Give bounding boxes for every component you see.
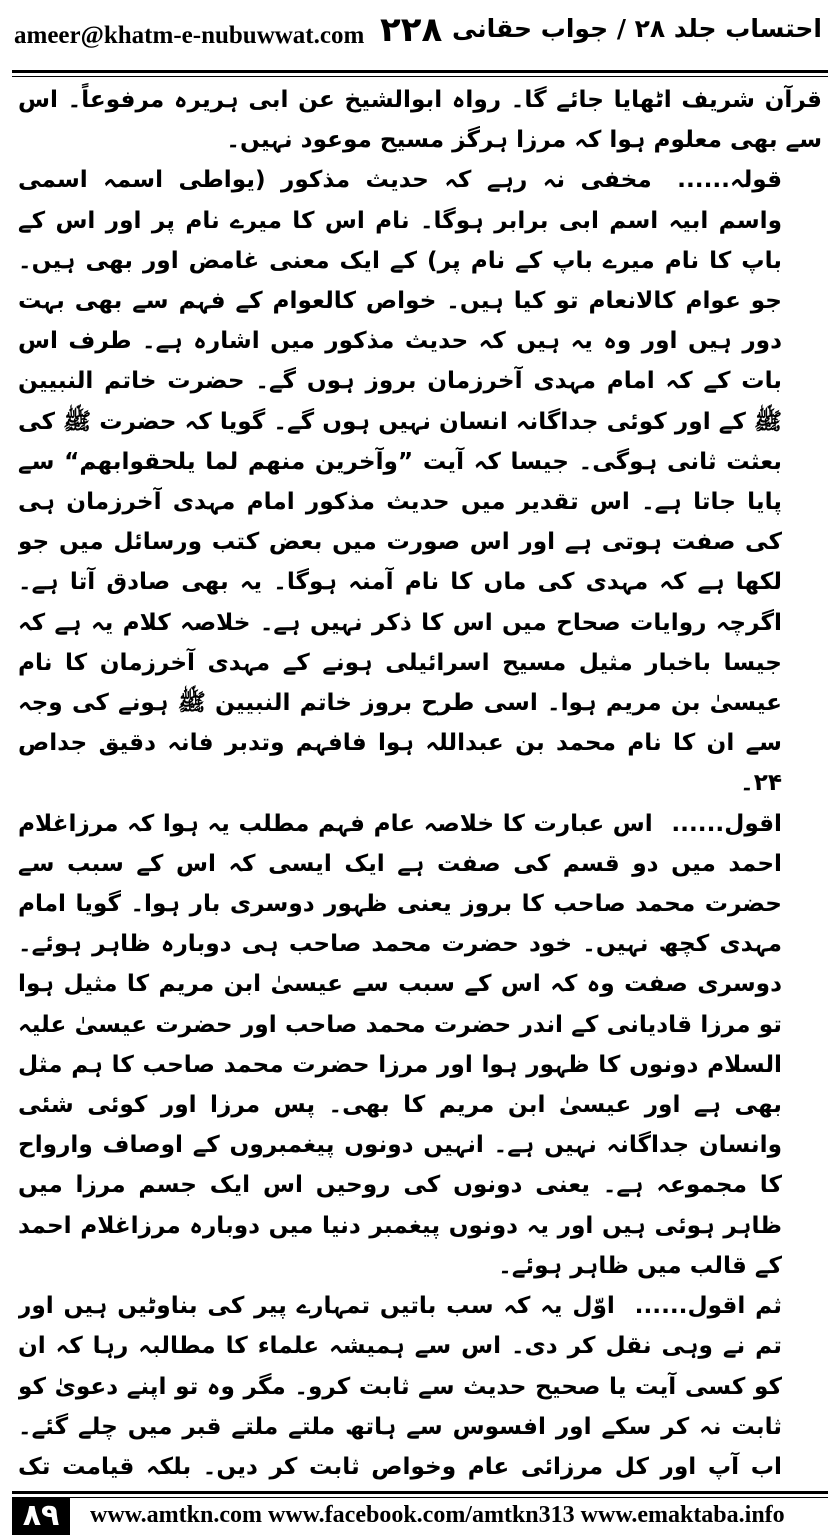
paragraph-3-text: اس عبارت کا خلاصہ عام فہم مطلب یہ ہوا کہ مرزاغلام احمد میں دو قسم کی صفت ہے ایک ایسی کہ اس کے سبب سے حضرت محمد صاحب کا بروز یعنی ظہور دوسری بار ہوا۔ گویا امام مہدی کچھ نہیں۔ خود حضرت محمد صاحب ہی دوبارہ ظاہر ہوئے۔ دوسری صفت وہ کہ اس کے سبب سے عیسیٰ ابن مریم کا مثیل ہوا تو مرزا قادیانی کے اندر حضرت محمد صاحب اور حضرت عیسیٰ علیہ السلام دونوں کا ظہور ہوا اور مرزا حضرت محمد صاحب کا ہم مثل بھی ہے اور عیسیٰ ابن مریم کا بھی۔ پس مرزا اور کوئی شئی وانسان جداگانہ نہیں ہے۔ انہیں دونوں پیغمبروں کے اوصاف وارواح کا مجموعہ ہے۔ یعنی دونوں کی روحیں اس ایک جسم مرزا میں ظاہر ہوئی ہیں اور یہ دونوں پیغمبر دنیا میں دوبارہ مرزاغلام احمد کے قالب میں ظاہر ہوئے۔ bbox=[18, 809, 782, 1279]
paragraph-2 bbox=[18, 160, 822, 803]
footer-website-links: www.amtkn.com www.facebook.com/amtkn313 www.emaktaba.info bbox=[90, 1502, 785, 1528]
footer-page-number: ۸۹ bbox=[12, 1497, 70, 1535]
paragraph-2-quote: ”وآخرین منهم لما یلحقوابهم“ bbox=[64, 447, 414, 475]
paragraph-2-text-continued: سے پایا جاتا ہے۔ اس تقدیر میں حدیث مذکور امام مہدی آخرزمان ہی کی صفت ہوتی ہے اور اس صورت میں بعض کتب ورسائل میں جو لکھا ہے کہ مہدی کی ماں کا نام آمنہ ہوگا۔ یہ بھی صادق آتا ہے۔ اگرچہ روایات صحاح میں اس کا ذکر نہیں ہے۔ خلاصہ کلام یہ ہے کہ جیسا باخبار مثیل مسیح اسرائیلی ہونے کے مہدی آخرزمان کا نام عیسیٰ بن مریم ہوا۔ اسی طرح بروز خاتم النبیین ﷺ ہونے کی وجہ سے ان کا نام محمد بن عبداللہ ہوا فافہم وتدبر فانہ دقیق جداص ۲۴۔ bbox=[18, 447, 782, 797]
paragraph-3-label: اقول...... bbox=[671, 809, 782, 837]
header-email: ameer@khatm-e-nubuwwat.com bbox=[14, 22, 365, 49]
footer-rule-thick bbox=[12, 1491, 828, 1494]
page-body bbox=[18, 80, 822, 1490]
paragraph-4 bbox=[18, 1286, 822, 1490]
paragraph-3 bbox=[18, 804, 822, 1286]
paragraph-4-text: اوّل یہ کہ سب باتیں تمہارے پیر کی بناوٹیں ہیں اور تم نے وہی نقل کر دی۔ اس سے ہمیشہ علماء کا مطالبہ رہا کہ ان کو کسی آیت یا صحیح حدیث سے ثابت کرو۔ مگر وہ تو اپنے دعویٰ کو ثابت نہ کر سکے اور افسوس سے ہاتھ ملتے ملتے قبر میں چلے گئے۔ اب آپ اور کل مرزائی عام وخواص ثابت کر دیں۔ بلکہ قیامت تک bbox=[18, 1292, 782, 1480]
header-rule-thin bbox=[12, 76, 828, 77]
paragraph-2-text: مخفی نہ رہے کہ حدیث مذکور (یواطی اسمہ اسمی واسم ابیہ اسم ابی برابر ہوگا۔ نام اس کا میرے نام پر اور اس کے باپ کا نام میرے باپ کے نام پر) کے ایک معنی غامض اور بھی ہیں۔ جو عوام کالانعام تو کیا ہیں۔ خواص کالعوام کے فہم سے بھی بہت دور ہیں اور وہ یہ ہیں کہ حدیث مذکور میں اشارہ ہے۔ طرف اس بات کے کہ امام مہدی آخرزمان بروز ہوں گے۔ حضرت خاتم النبیین ﷺ کے اور کوئی جداگانہ انسان نہیں ہوں گے۔ گویا کہ حضرت ﷺ کی بعثت ثانی ہوگی۔ جیسا کہ آیت bbox=[18, 166, 783, 475]
header-page-number: ۲۲۸ bbox=[380, 10, 443, 50]
paragraph-1: قرآن شریف اٹھایا جائے گا۔ رواہ ابوالشیخ عن ابی ہریرہ مرفوعاً۔ اس سے بھی معلوم ہوا کہ مرزا ہرگز مسیح موعود نہیں۔ bbox=[18, 86, 822, 154]
header-rule-thick bbox=[12, 70, 828, 73]
footer-rule-thin bbox=[12, 1497, 828, 1498]
paragraph-4-label: ثم اقول...... bbox=[634, 1292, 782, 1320]
header-book-title: احتساب جلد ۲۸ / جواب حقانی bbox=[451, 14, 822, 43]
paragraph-2-label: قولہ...... bbox=[677, 166, 783, 194]
